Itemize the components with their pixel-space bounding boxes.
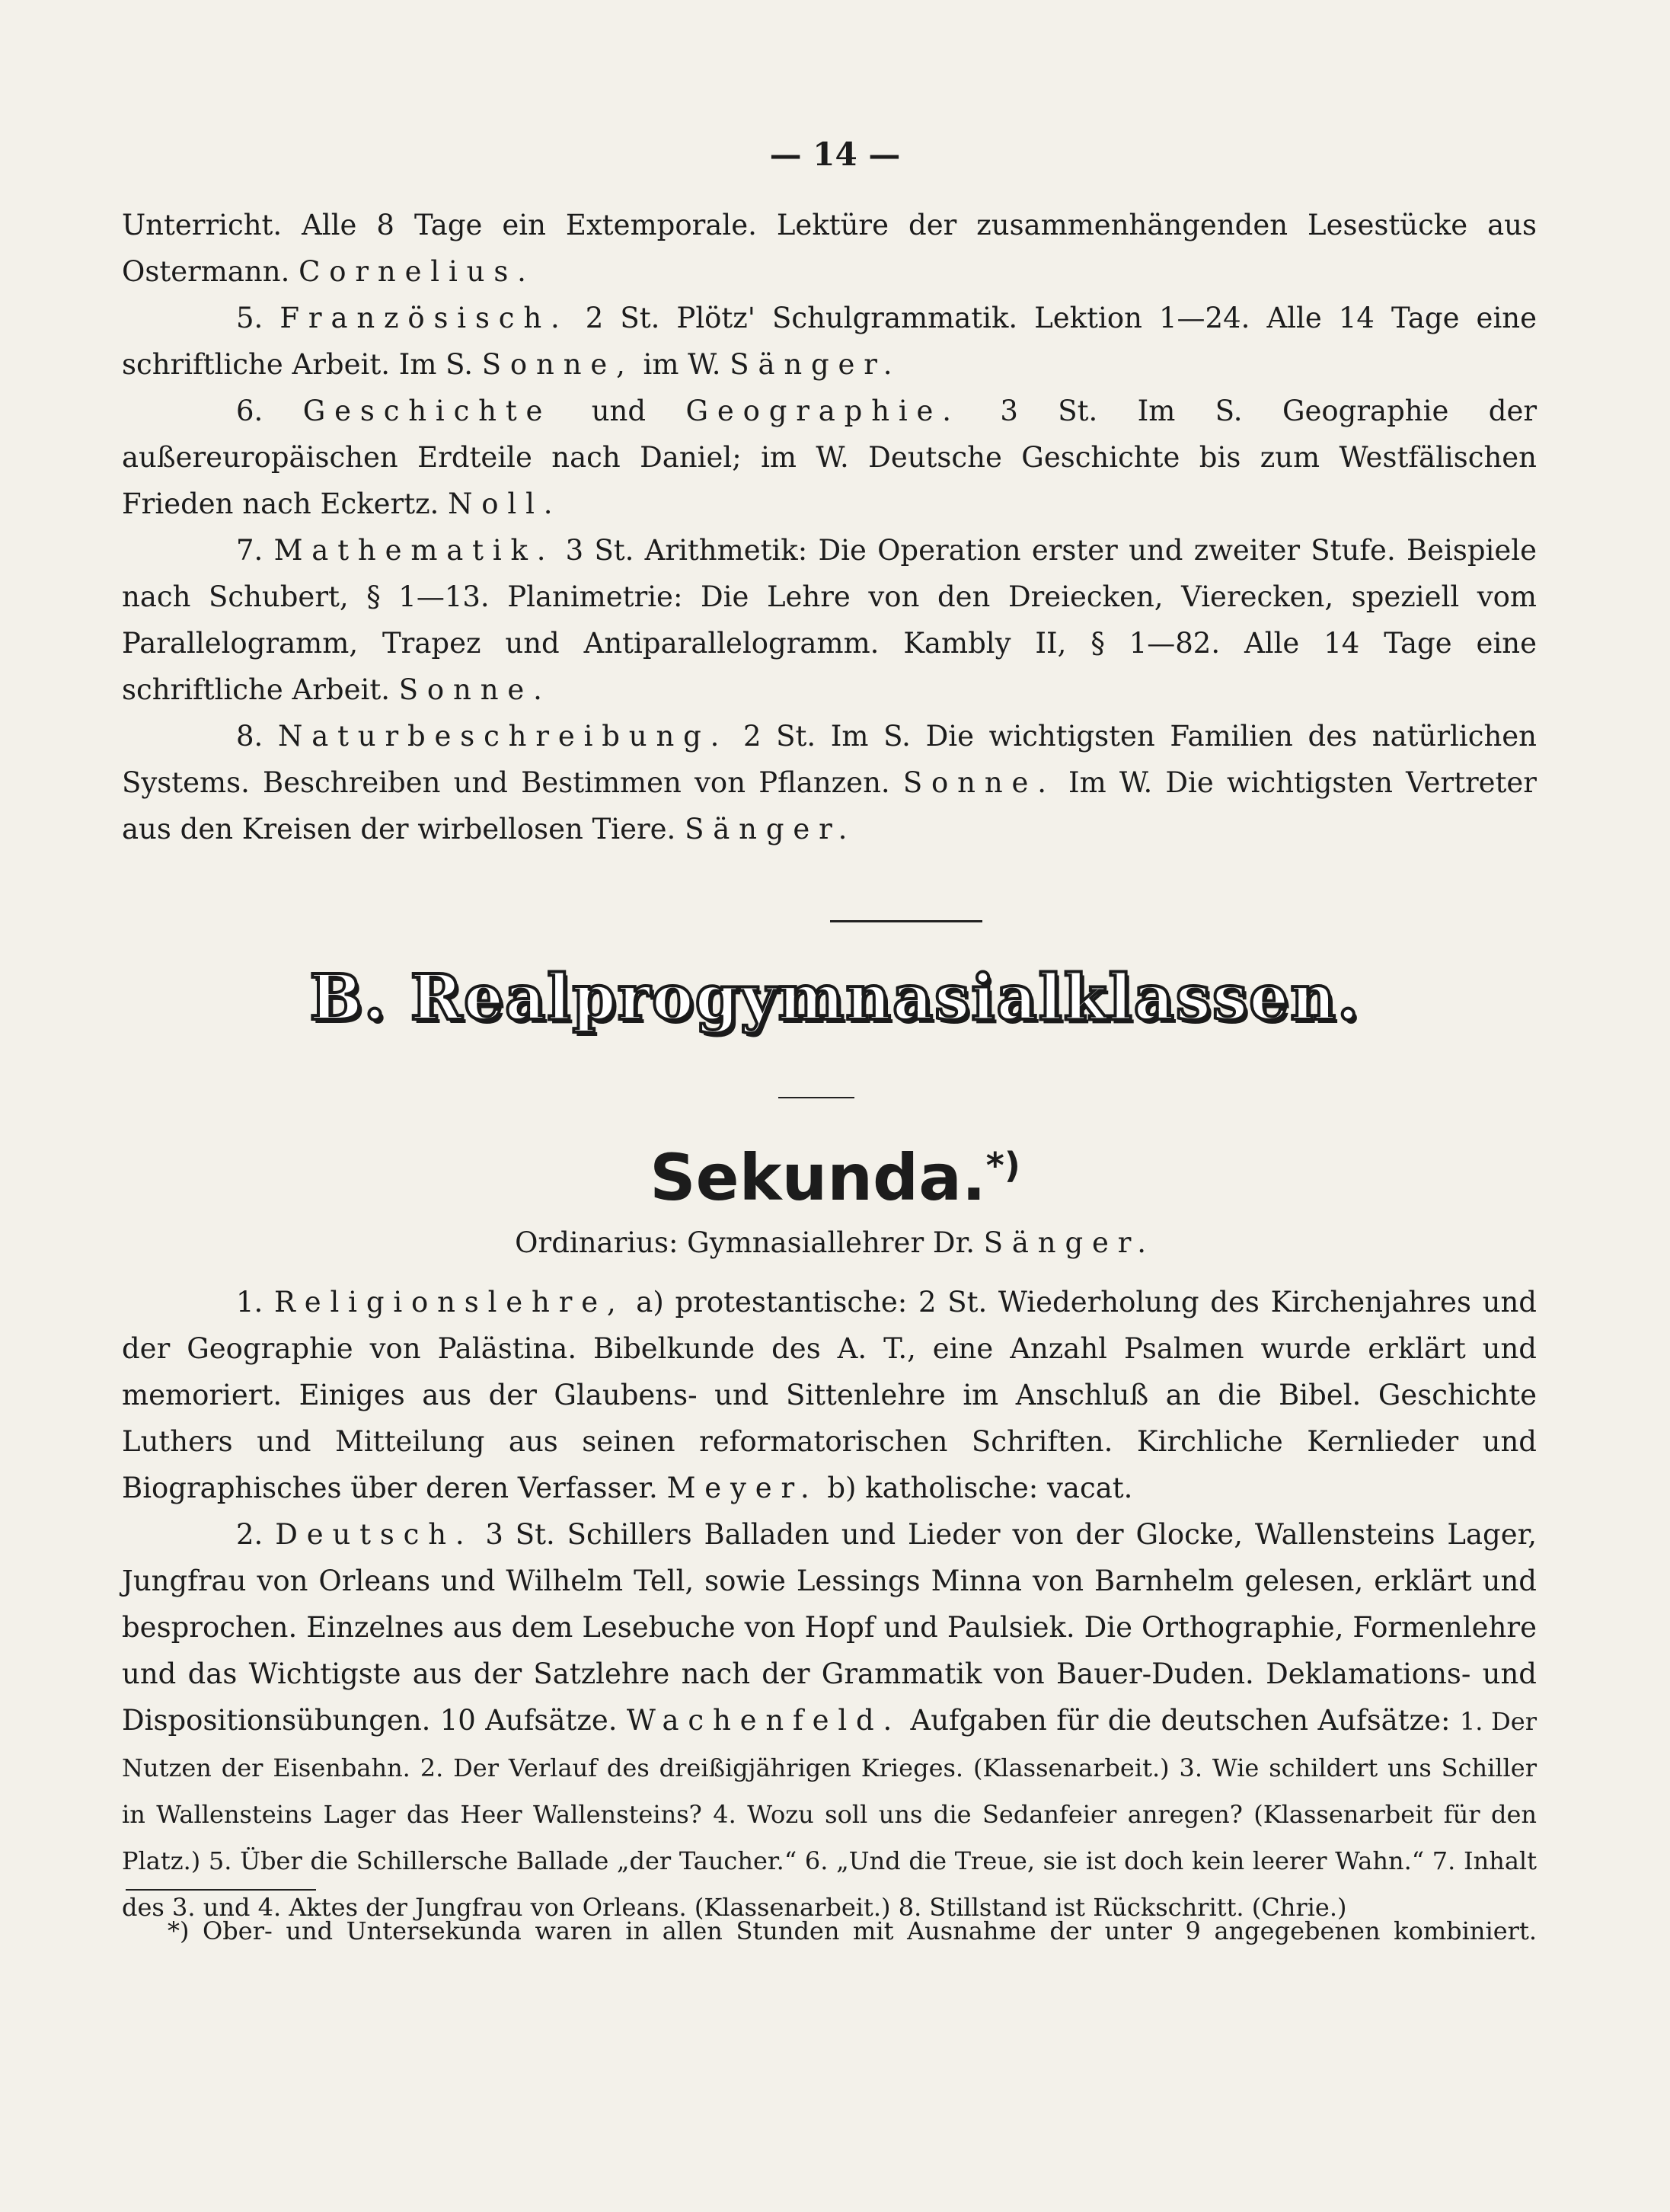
teacher-name: Sonne,	[481, 348, 634, 381]
subject-name: Französisch.	[279, 302, 569, 334]
subject-name: Naturbeschreibung.	[277, 720, 729, 753]
paragraph-religionslehre	[122, 1279, 1537, 1511]
ordinarius-line	[0, 1226, 1670, 1259]
essay-topics-list: 1. Der Nutzen der Eisenbahn. 2. Der Verlauf des dreißigjährigen Krieges. (Klassenarbeit.) 3. Wie schildert uns Schiller in Wallensteins Lager das Heer Wallensteins? 4. Wozu soll uns die Sedanfeier anregen? (Klassenarbeit für den Platz.) 5. Über die Schillersche Ballade „der Taucher.“ 6. „Und die Treue, sie ist doch kein leerer Wahn.“ 7. Inhalt des 3. und 4. Aktes der Jungfrau von Orleans. (Klassenarbeit.) 8. Stillstand ist Rückschritt. (Chrie.)	[122, 1707, 1537, 1922]
teacher-name: Sonne.	[902, 766, 1055, 799]
paragraph-text: im W.	[643, 348, 721, 381]
subject-name: Mathematik.	[273, 534, 555, 567]
footnote: *) Ober- und Untersekunda waren in allen Stunden mit Ausnahme der unter 9 angegebenen kombiniert.	[168, 1916, 1537, 1945]
item-number: 1.	[236, 1286, 263, 1319]
item-number: 6.	[236, 395, 263, 427]
section-divider-rule	[830, 920, 982, 922]
page-number: — 14 —	[769, 136, 901, 173]
paragraph-deutsch	[122, 1511, 1537, 1929]
teacher-name: Wachenfeld.	[626, 1704, 902, 1737]
subject-name: Geschichte	[302, 395, 552, 427]
paragraph-text: Im W. Die wichtigsten Vertreter aus den Kreisen der wirbellosen Tiere.	[122, 766, 1537, 845]
paragraph-franzoesisch	[122, 295, 1537, 388]
paragraph-text: Unterricht. Alle 8 Tage ein Extemporale. Lektüre der zusammenhängenden Lesestücke aus Ostermann.	[122, 209, 1537, 288]
paragraph-text: 2 St. Im S. Die wichtigsten Familien des natürlichen Systems. Beschreiben und Bestimmen von Pflanzen.	[122, 720, 1537, 799]
section-title: B. Realprogymnasialklassen.	[309, 961, 1361, 1034]
subject-name: Geographie.	[685, 395, 960, 427]
subject-name: Religionslehre,	[274, 1286, 625, 1319]
item-number: 7.	[236, 534, 263, 567]
paragraph-text: 3 St. Schillers Balladen und Lieder von der Glocke, Wallensteins Lager, Jungfrau von Orleans und Wilhelm Tell, sowie Lessings Minna von Barnhelm gelesen, erklärt und besprochen. Einzelnes aus dem Lesebuche von Hopf und Paulsiek. Die Orthographie, Formenlehre und das Wichtigste aus der Satzlehre nach der Grammatik von Bauer-Duden. Deklamations- und Dispositionsübungen. 10 Aufsätze.	[122, 1518, 1537, 1737]
paragraph-geschichte	[122, 388, 1537, 527]
paragraph-text: Aufgaben für die deutschen Aufsätze:	[910, 1704, 1451, 1737]
paragraph-latin-continued	[122, 202, 1537, 295]
teacher-name: Sänger.	[983, 1226, 1155, 1259]
short-divider-rule	[778, 1097, 854, 1098]
paragraph-text: und	[591, 395, 647, 427]
teacher-name: Meyer.	[666, 1472, 819, 1504]
ordinarius-label: Ordinarius: Gymnasiallehrer Dr.	[515, 1226, 975, 1259]
class-title	[0, 1127, 1670, 1216]
teacher-name: Sänger.	[685, 813, 857, 845]
subject-name: Deutsch.	[275, 1518, 474, 1551]
upper-course-section	[122, 202, 1537, 852]
paragraph-text: a) protestantische: 2 St. Wiederholung des Kirchenjahres und der Geographie von Palästina. Bibelkunde des A. T., eine Anzahl Psalmen wurde erklärt und memoriert. Einiges aus der Glaubens- und Sittenlehre im Anschluß an die Bibel. Geschichte Luthers und Mitteilung aus seinen reformatorischen Schriften. Kirchliche Kernlieder und Biographisches über deren Verfasser.	[122, 1286, 1537, 1504]
sekunda-course-section	[122, 1279, 1537, 1929]
footnote-divider-rule	[126, 1889, 316, 1891]
paragraph-mathematik	[122, 527, 1537, 713]
footnote-mark: *)	[985, 1145, 1020, 1186]
class-title-text: Sekunda.	[650, 1140, 986, 1215]
teacher-name: Cornelius.	[299, 255, 535, 288]
teacher-name: Sänger.	[730, 348, 902, 381]
item-number: 5.	[236, 302, 263, 334]
paragraph-naturbeschreibung	[122, 713, 1537, 852]
paragraph-text: 2 St. Plötz' Schulgrammatik. Lektion 1—24. Alle 14 Tage eine schriftliche Arbeit. Im S.	[122, 302, 1537, 381]
teacher-name: Sonne.	[398, 673, 551, 706]
paragraph-text: b) katholische: vacat.	[827, 1472, 1133, 1504]
paragraph-text: 3 St. Im S. Geographie der außereuropäischen Erdteile nach Daniel; im W. Deutsche Geschichte bis zum Westfälischen Frieden nach Eckertz.	[122, 395, 1537, 520]
paragraph-text: 3 St. Arithmetik: Die Operation erster und zweiter Stufe. Beispiele nach Schubert, § 1—13. Planimetrie: Die Lehre von den Dreiecken, Vierecken, speziell vom Parallelogramm, Trapez und Antiparallelogramm. Kambly II, § 1—82. Alle 14 Tage eine schriftliche Arbeit.	[122, 534, 1537, 706]
teacher-name: Noll.	[448, 487, 562, 520]
item-number: 8.	[236, 720, 263, 753]
item-number: 2.	[236, 1518, 263, 1551]
